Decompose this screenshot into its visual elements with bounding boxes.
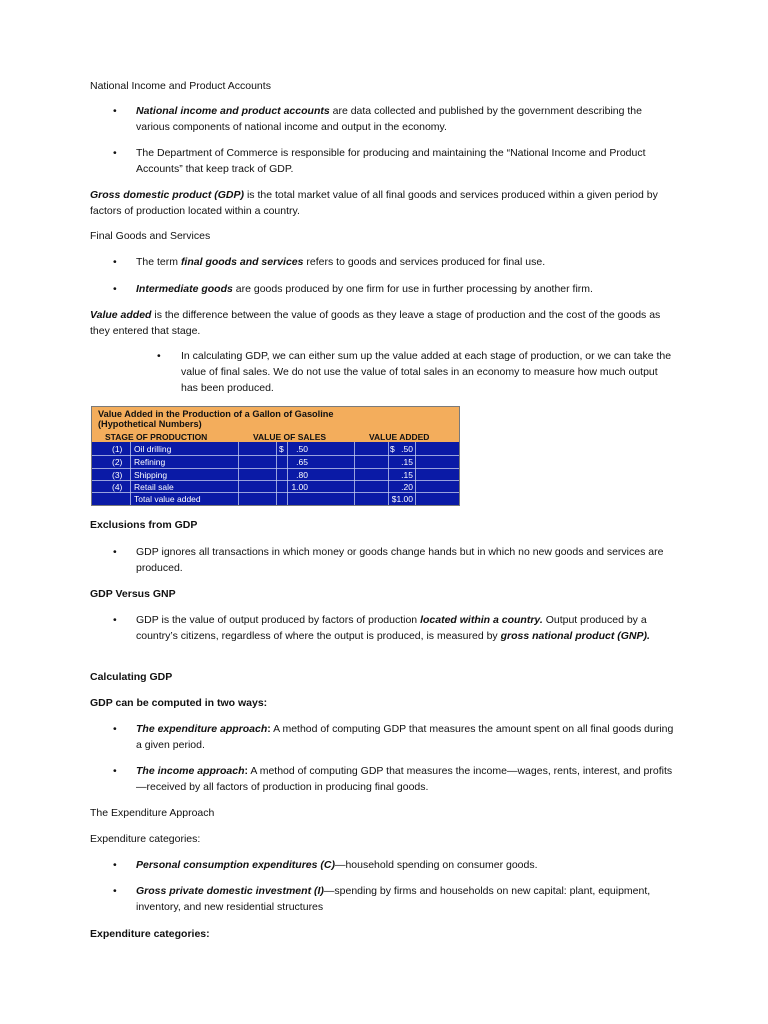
- subheading-expenditure-categories: Expenditure categories:: [90, 833, 201, 845]
- emphasis: located within a country.: [420, 614, 543, 626]
- total-value: $1.00: [391, 494, 413, 504]
- term: Gross private domestic investment (I): [136, 885, 324, 897]
- column-header-sales: VALUE OF SALES: [253, 432, 327, 442]
- term: gross national product (GNP): [500, 630, 647, 642]
- term: Personal consumption expenditures (C): [136, 859, 335, 871]
- list-item: [136, 883, 676, 915]
- table-body: [92, 442, 459, 505]
- table-title: [98, 409, 453, 429]
- value-added-definition: [90, 307, 670, 339]
- table-title-line: Value Added in the Production of a Gallon of Gasoline: [98, 409, 334, 419]
- list-item: [136, 857, 676, 873]
- subheading-expenditure-categories: Expenditure categories:: [90, 928, 210, 940]
- list-item-prefix: The term: [136, 256, 181, 268]
- section-heading-calculating-gdp: Calculating GDP: [90, 671, 173, 683]
- added-cell: .15: [401, 457, 413, 467]
- term-colon: :: [244, 765, 249, 777]
- sales-cell: .80: [296, 470, 308, 480]
- list-item-prefix: GDP is the value of output produced by factors of production: [136, 614, 421, 626]
- list-item: [136, 145, 676, 177]
- list-item: [181, 348, 676, 396]
- column-header-added: VALUE ADDED: [369, 432, 430, 442]
- sales-dollar-sign: $: [279, 444, 284, 454]
- list-item: [136, 612, 676, 644]
- added-dollar-sign: $: [390, 444, 395, 454]
- section-heading-expenditure-approach: The Expenditure Approach: [90, 807, 215, 819]
- sales-cell: .50: [296, 444, 308, 454]
- section-heading-gdp-vs-gnp: GDP Versus GNP: [90, 588, 176, 600]
- definition-text: are data collected and published by the government describing the various components of national income and output in the economy.: [136, 105, 642, 133]
- table-row: [92, 481, 459, 493]
- term: The income approach: [136, 765, 245, 777]
- definition-text: —spending by firms and households on new capital: plant, equipment, inventory, and new residential structures: [136, 885, 651, 913]
- list-item-text: Output produced by a country’s citizens, regardless of where the output is produced, is measured by: [136, 614, 647, 642]
- term: Intermediate goods: [136, 283, 233, 295]
- document-title: National Income and Product Accounts: [90, 80, 271, 92]
- table-total-row: [92, 493, 459, 505]
- stage-cell: Retail sale: [134, 482, 174, 492]
- definition-text: is the difference between the value of goods as they leave a stage of production and the cost of the goods as they entered that stage.: [90, 309, 661, 337]
- term: National income and product accounts: [136, 105, 330, 117]
- table-row: [92, 456, 459, 468]
- list-item: [136, 763, 676, 795]
- term: final goods and services: [180, 256, 304, 268]
- added-cell: .50: [401, 444, 413, 454]
- subheading-two-ways: GDP can be computed in two ways:: [90, 697, 268, 709]
- table-header: [92, 407, 459, 442]
- list-item: [136, 281, 676, 297]
- gdp-definition: [90, 187, 670, 219]
- section-heading-final-goods: Final Goods and Services: [90, 230, 211, 242]
- list-item: [136, 103, 676, 135]
- column-header-stage: STAGE OF PRODUCTION: [105, 432, 208, 442]
- term-colon: :: [267, 723, 271, 735]
- list-item: [136, 254, 676, 270]
- stage-cell: Oil drilling: [134, 444, 172, 454]
- definition-text: refers to goods and services produced for final use.: [303, 256, 546, 268]
- sales-cell: .65: [296, 457, 308, 467]
- stage-cell: Shipping: [134, 470, 168, 480]
- stage-cell: Refining: [134, 457, 166, 467]
- list-item-text: GDP ignores all transactions in which money or goods change hands but in which no new goods and services are produced.: [136, 546, 664, 574]
- definition-text: A method of computing GDP that measures the income—wages, rents, interest, and profits—received by all factors of production in producing final goods.: [136, 765, 673, 793]
- table-row: [92, 443, 459, 455]
- row-number: (4): [112, 482, 123, 492]
- term: Value added: [90, 309, 152, 321]
- row-number: (2): [112, 457, 123, 467]
- list-item: [136, 544, 676, 576]
- definition-text: are goods produced by one firm for use in further processing by another firm.: [232, 283, 593, 295]
- term: Gross domestic product (GDP): [90, 189, 245, 201]
- definition-text: is the total market value of all final goods and services produced within a given period by factors of production located within a country.: [90, 189, 658, 217]
- row-number: (3): [112, 470, 123, 480]
- definition-text: A method of computing GDP that measures the amount spent on all final goods during a given period.: [136, 723, 674, 751]
- table-row: [92, 469, 459, 481]
- added-cell: .15: [401, 470, 413, 480]
- definition-text: —household spending on consumer goods.: [334, 859, 538, 871]
- sales-cell: 1.00: [291, 482, 308, 492]
- list-item-text: In calculating GDP, we can either sum up the value added at each stage of production, or we can take the value of final sales. We do not use the value of total sales in an economy to measure how much output has been produced.: [181, 350, 672, 394]
- term-period: .: [647, 630, 650, 642]
- term: The expenditure approach: [136, 723, 268, 735]
- value-added-table: [91, 406, 460, 506]
- list-item: [136, 721, 676, 753]
- total-label: Total value added: [134, 494, 201, 504]
- section-heading-exclusions: Exclusions from GDP: [90, 519, 198, 531]
- list-item-text: The Department of Commerce is responsible for producing and maintaining the “National Income and Product Accounts” that keep track of GDP.: [136, 147, 646, 175]
- added-cell: .20: [401, 482, 413, 492]
- row-number: (1): [112, 444, 123, 454]
- table-subtitle-line: (Hypothetical Numbers): [98, 419, 202, 429]
